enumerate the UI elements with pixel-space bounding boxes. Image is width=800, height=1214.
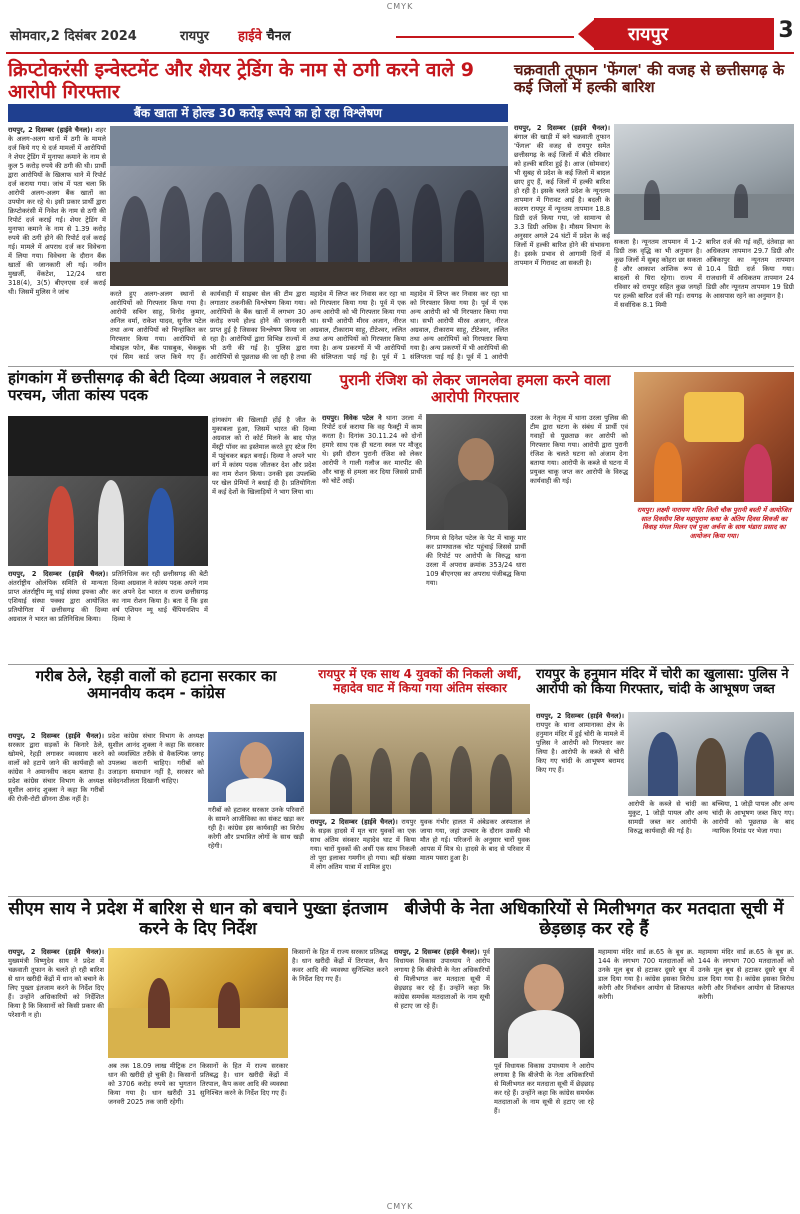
section-divider: [8, 366, 794, 367]
story5-column-2: प्रदेश कांग्रेस संचार विभाग के अध्यक्ष सुशील आनंद शुक्ला ने कहा कि सरकार को व्यवस्थित तरीके से वैकल्पिक जगह उपलब्ध करानी चाहिए। गरीबों को उजाड़ना समाधान नहीं है, सरकार को संवेदनशीलता दिखानी चाहिए।: [108, 732, 204, 785]
photo-face: [458, 438, 494, 482]
story7-column-1: [536, 712, 624, 892]
story9-headline: बीजेपी के नेता अधिकारियों से मिलीभगत कर मतदाता सूची में छेड़छाड़ कर रहे हैं: [404, 899, 784, 939]
story8-photo: [108, 948, 288, 1058]
story3-headline: हांगकांग में छत्तीसगढ़ की बेटी दिव्या अग्रवाल ने लहराया परचम, जीता कांस्य पदक: [8, 369, 312, 405]
story1-dateline: रायपुर, 2 दिसम्बर (हाईवे चैनल)।: [8, 126, 93, 134]
page-number: 3: [778, 18, 794, 43]
photo-foreground: [110, 262, 508, 286]
story9-column-2: पूर्व विधायक विकास उपाध्याय ने आरोप लगाया है कि बीजेपी के नेता अधिकारियों से मिलीभगत कर मतदाता सूची में छेड़छाड़ कर रहे हैं। उन्होंने कहा कि कांग्रेस समर्थक मतदाताओं के नाम सूची से हटाए जा रहे हैं।: [494, 1062, 594, 1115]
portrait-figure: [226, 778, 286, 802]
photo-road: [614, 194, 794, 234]
masthead-date: सोमवार,2 दिसंबर 2024: [10, 29, 137, 44]
story4-column-3: उरला के नेतृत्व में थाना उरला पुलिस की टीम द्वारा घटना के संबंध में प्रार्थी एवं गवाहों से पूछताछ कर आरोपी को गिरफ्तार किया गया। आरोपी द्वारा पुरानी रंजिश के चलते घटना को अंजाम देना बताया गया। आरोपी के कब्जे से घटना में प्रयुक्त चाकू जप्त कर आरोपी के विरुद्ध कार्यवाही की गई।: [530, 414, 628, 485]
print-registration-mark: CMYK: [386, 2, 414, 11]
story6-column-1: [310, 818, 416, 892]
photo-figure: [218, 982, 240, 1028]
brand-part-b: चैनल: [266, 29, 291, 44]
story8-headline: सीएम साय ने प्रदेश में बारिश से धान को बचाने पुख्ता इंतजाम करने के दिए निर्देश: [8, 899, 388, 939]
story1-subhead: बैंक खाता में होल्ड 30 करोड़ रूपये का हो रहा विश्लेषण: [8, 104, 508, 122]
section-label: रायपुर: [594, 18, 774, 50]
portrait-face: [524, 964, 564, 1012]
masthead-brand: [238, 26, 291, 44]
story3-column-1: [8, 570, 108, 660]
story8-column-3: किसानों के हित में राज्य सरकार प्रतिबद्ध है। धान खरीदी केंद्रों में तिरपाल, कैप कवर आदि की व्यवस्था सुनिश्चित करने के निर्देश दिए गए हैं।: [200, 1062, 288, 1097]
photo-figure: [148, 978, 170, 1028]
photo-paddy-heap: [108, 1008, 288, 1058]
story1-column-1: [8, 126, 106, 362]
masthead-city: रायपुर: [180, 29, 209, 44]
story7-column-3: बच्चिया, 1 जोड़ी पायल और अन्य चांदी के आभूषण जब्त किए गए। आरोपी को पूछताछ के बाद न्यायिक रिमांड पर भेजा गया।: [712, 800, 794, 835]
temple-event-photo: [634, 372, 794, 502]
brand-part-a: हाईवे: [238, 29, 262, 44]
story9-column-4: महामाया मंदिर वार्ड क्र.65 के बूथ क्र. 144 के लगभग 700 मतदाताओं को उनके मूल बूथ से हटाकर दूसरे बूथ में डाल दिया गया है। कांग्रेस इसका विरोध करेगी और निर्वाचन आयोग से शिकायत करेगी।: [698, 948, 794, 1001]
story2-photo: [614, 124, 794, 234]
story6-photo: [310, 704, 530, 814]
story8-text-1: मुख्यमंत्री विष्णुदेव साय ने प्रदेश में चक्रवाती तूफान के चलते हो रही बारिश से धान खरीदी केंद्रों में धान को बचाने के लिए पुख्ता इंतजाम करने के निर्देश दिए हैं। उन्होंने अधिकारियों को निर्देशित किया है कि किसानों को किसी प्रकार की परेशानी न हो।: [8, 957, 104, 1019]
photo-figure: [644, 180, 660, 220]
story5-headline: गरीब ठेले, रेहड़ी वालों को हटाना सरकार का अमानवीय कदम - कांग्रेस: [35, 667, 277, 703]
story9-text-1: पूर्व विधायक विकास उपाध्याय ने आरोप लगाया है कि बीजेपी के नेता अधिकारियों से मिलीभगत कर मतदाता सूची में छेड़छाड़ कर रहे हैं। उन्होंने कहा कि कांग्रेस समर्थक मतदाताओं के नाम सूची से हटाए जा रहे हैं।: [394, 948, 490, 1010]
story7-text-1: रायपुर के थाना आमानाका क्षेत्र के हनुमान मंदिर में हुई चोरी के मामले में पुलिस ने आरोपी को गिरफ्तार कर लिया है। आरोपी के कब्जे से चोरी किए गए चांदी के आभूषण बरामद किए गए हैं।: [536, 721, 624, 774]
photo-figure: [410, 752, 432, 814]
story6-text-1: रायपुर के सड़क हादसे में मृत चार युवकों का एक साथ अंतिम संस्कार महादेव घाट में किया गया। चारों युवकों की अर्थी एक साथ निकली तो पूरा इलाका गमगीन हो गया। बड़ी संख्या में लोग अंतिम यात्रा में शामिल हुए।: [310, 818, 416, 871]
story2-column-2: सकता है। न्यूनतम तापमान में 1-2 डिग्री तक वृद्धि का भी अनुमान है। कुछ जिलों में सुबह कोहरा छा सकता है और आकाश आंशिक रूप से बादलों से घिरा रहेगा। राज्य में रविवार को रायपुर सहित कुछ जगहों पर हल्की बारिश दर्ज की गई। रायगढ़ में सर्वाधिक 8.1 मिमी: [614, 238, 702, 309]
story9-column-1: [394, 948, 490, 1202]
story9-portrait: [494, 948, 594, 1058]
story8-column-2: अब तक 18.09 लाख मीट्रिक टन धान की खरीदी हो चुकी है। किसानों को 3706 करोड़ रुपये का भुगतान किया गया है। धान खरीदी 31 जनवरी 2025 तक जारी रहेगी।: [108, 1062, 196, 1106]
portrait-figure: [508, 1010, 580, 1058]
story1-column-4: महादेव में लिप्त कर निवास कर रहा था को गिरफ्तार किया गया है। पूर्व में एक अन्य आरोपी को भी गिरफ्तार किया गया था। सभी आरोपी मीरव अजान, नीरज अग्रवाल, टीकाराम साहू, टीटेश्वर, ललित तथा अन्य आरोपियों को गिरफ्तार किया गया है। अन्य प्रकरणों में भी आरोपियों की संलिप्तता पाई गई है। पूर्व में 1: [310, 290, 406, 361]
photo-backdrop: [110, 126, 508, 166]
photo-figure: [330, 754, 352, 814]
story4-dateline: रायपुर। विवेक पटेल ने: [322, 414, 382, 422]
story1-photo: [110, 126, 508, 286]
story1-column-2: करते हुए अलग-अलग स्थानों से आरोपियों को गिरफ्तार किया गया है। आरोपी सचिन साहू, विनोद कुमार, अनिल वर्मा, राकेश यादव, सुनील पटेल तथा अन्य आरोपियों को चिन्हांकित कर गिरफ्तार किया गया। आरोपियों से मोबाइल फोन, बैंक पासबुक, चेकबुक एवं सिम कार्ड जप्त किये गए हैं।: [110, 290, 206, 361]
portrait-face: [240, 742, 272, 780]
story8-column-4: किसानों के हित में राज्य सरकार प्रतिबद्ध है। धान खरीदी केंद्रों में तिरपाल, कैप कवर आदि की व्यवस्था सुनिश्चित करने के निर्देश दिए गए हैं।: [292, 948, 388, 983]
story7-column-2: आरोपी के कब्जे से चांदी का मुकुट, 1 जोड़ी पायल और अन्य सामग्री जब्त कर आरोपी के विरुद्ध कार्यवाही की गई है।: [628, 800, 708, 835]
photo-figure: [370, 748, 392, 814]
photo-figure: [654, 442, 682, 502]
story6-headline: रायपुर में एक साथ 4 युवकों की निकली अर्थी, महादेव घाट में किया गया अंतिम संस्कार: [318, 667, 522, 695]
photo-figure: [648, 732, 678, 796]
photo-figure: [490, 754, 512, 814]
story3-dateline: रायपुर, 2 दिसम्बर (हाईवे चैनल)।: [8, 570, 108, 578]
masthead-rule: [396, 36, 574, 38]
story3-column-2: प्रतिनिधित्व कर रही छत्तीसगढ़ की बेटी दिव्या अग्रवाल ने कांस्य पदक अपने नाम कर अपने देश भारत व राज्य छत्तीसगढ़ का नाम रोशन किया है। बता दें कि इस वर्ष एशियन म्यू थाई चैंपियनशिप में दिव्या ने: [112, 570, 208, 623]
story2-column-3: बारिश दर्ज की गई वहीं, दंतेवाड़ा का अधिकतम तापमान 29.7 डिग्री और अंबिकापुर का न्यूनतम तापमान 10.4 डिग्री दर्ज किया गया। राजधानी में अधिकतम तापमान 24 डिग्री और न्यूनतम तापमान 19 डिग्री के आसपास रहने का अनुमान है।: [706, 238, 794, 300]
story2-dateline: रायपुर, 2 दिसम्बर (हाईवे चैनल)।: [514, 124, 610, 132]
story7-dateline: रायपुर, 2 दिसम्बर (हाईवे चैनल)।: [536, 712, 624, 720]
story4-column-1: [322, 414, 422, 524]
story4-headline: पुरानी रंजिश को लेकर जानलेवा हमला करने वाला आरोपी गिरफ्तार: [339, 371, 611, 407]
story1-text-1: शहर के अलग-अलग थानों में ठगी के मामले दर्ज किये गए थे दर्ज मामलों में आरोपियों ने शेयर ट्रेडिंग में मुनाफा कमाने के नाम से कुल 5 करोड़ रुपये की ठगी की थी। प्रार्थी द्वारा आरोपियों के खिलाफ थाने में रिपोर्ट दर्ज कराया गया। जांच में पता चला कि आरोपी अलग-अलग बैंक खातों का उपयोग कर रहे थे। इसी प्रकार प्रार्थी द्वारा क्रिप्टोकरंसी में निवेश के नाम से ठगी की रिपोर्ट दर्ज कराई गई। शेयर ट्रेडिंग में मुनाफा कमाने के नाम से 1.39 करोड़ रुपये की ठगी होने की रिपोर्ट दर्ज कराई गई। मामले में अपराध दर्ज कर विवेचना में लिया गया। विवेचना के दौरान बैंक खातों की जानकारी ली गई। नवीन मुखर्जी, वेंकटेश, 12/24 धारा 318(4), 3(5) बीएनएस दर्ज कराई थी। जिसमें मुलिस ने जांच: [8, 126, 106, 296]
story5-column-3: गरीबों को हटाकर सरकार उनके परिवारों के सामने आजीविका का संकट खड़ा कर रही है। कांग्रेस इस कार्यवाही का विरोध करेगी और प्रभावित लोगों के साथ खड़ी रहेगी।: [208, 806, 304, 850]
print-registration-mark-bottom: CMYK: [386, 1202, 414, 1211]
photo-figure: [744, 444, 772, 502]
masthead: [6, 14, 794, 54]
photo-figure: [444, 480, 508, 530]
story5-dateline: रायपुर, 2 दिसम्बर (हाईवे चैनल)।: [8, 732, 104, 740]
photo-figure: [450, 746, 472, 814]
photo-figure: [98, 480, 124, 566]
story5-portrait: [208, 732, 304, 802]
story9-column-3: महामाया मंदिर वार्ड क्र.65 के बूथ क्र. 144 के लगभग 700 मतदाताओं को उनके मूल बूथ से हटाकर दूसरे बूथ में डाल दिया गया है। कांग्रेस इसका विरोध करेगी और निर्वाचन आयोग से शिकायत करेगी।: [598, 948, 694, 1001]
story8-column-1: [8, 948, 104, 1202]
photo-figure: [734, 184, 748, 218]
story4-column-2: निगम से दिनेश पटेल के पेट में चाकू मार कर प्राणघातक चोट पहुंचाई जिससे प्रार्थी की रिपोर्ट पर आरोपी के विरुद्ध थाना उरला में अपराध क्रमांक 353/24 धारा 109 बीएनएस का अपराध पंजीबद्ध किया गया।: [426, 534, 526, 587]
story3-photo: [8, 416, 208, 566]
section-divider: [8, 896, 794, 897]
story7-headline: रायपुर के हनुमान मंदिर में चोरी का खुलासा: पुलिस ने आरोपी को किया गिरफ्तार, चांदी के आभूषण जब्त: [536, 667, 789, 697]
story2-headline: चक्रवाती तूफान 'फेंगल' की वजह से छत्तीसगढ़ के कई जिलों में हल्की बारिश: [514, 61, 785, 97]
story5-text-1: सरकार द्वारा सड़कों के किनारे ठेले, खोमचे, रेहड़ी लगाकर व्यवसाय करने वालों को हटाये जाने की कार्यवाही को कांग्रेस ने अमानवीय कदम बताया है। प्रदेश कांग्रेस संचार विभाग के अध्यक्ष सुशील आनंद शुक्ला ने कहा कि गरीबों की रोजी-रोटी छीनना ठीक नहीं है।: [8, 741, 104, 803]
story4-photo: [426, 414, 526, 530]
story8-dateline: रायपुर, 2 दिसम्बर (हाईवे चैनल)।: [8, 948, 104, 956]
story1-column-3: कार्यवाही में साइबर सेल की टीम द्वारा लगातार तकनीकी विश्लेषण किया गया। आरोपियों के बैंक खातों में लगभग 30 करोड़ रुपये होल्ड होने की जानकारी प्राप्त हुई है जिसका विश्लेषण किया जा रहा है। आरोपियों द्वारा विभिन्न राज्यों में भी ठगी की गई है। पुलिस द्वारा आरोपियों से पूछताछ की जा रही है तथा: [210, 290, 306, 361]
story5-column-1: [8, 732, 104, 892]
story4-text-1: थाना उरला में रिपोर्ट दर्ज कराया कि वह फैक्ट्री में काम करता है। दिनांक 30.11.24 को दोनों हमारे साथ एक ही घटना स्थल पर मौजूद थे। इसी दौरान पुरानी रंजिश को लेकर आरोपी ने गाली गलौज कर मारपीट की और चाकू से हमला कर दिया जिससे प्रार्थी को चोटें आई।: [322, 414, 422, 485]
photo-altar: [684, 392, 744, 442]
photo-figure: [148, 488, 174, 566]
photo-figure: [48, 486, 74, 566]
story3-column-right: हांगकांग की खिलाड़ी होंई है जीत के मुकाबला हुआ, जिसमें भारत की दिव्या अग्रवाल को रो कोर्ट मिलने के बाद पोज़ मेंस्ट्री पॉवर का इस्तेमाल करते हुए स्टेज रिंग में पहुंचकर बढ़त बनाई। दिव्या ने अपने भार वर्ग में कांस्य पदक जीतकर देश और प्रदेश का नाम रोशन किया। उनकी इस उपलब्धि पर खेल प्रेमियों ने बधाई दी है। प्रतियोगिता में कई देशों के खिलाड़ियों ने भाग लिया था।: [212, 416, 316, 496]
story2-text-1: बंगाल की खाड़ी में बने चक्रवाती तूफान 'फेंगल' की वजह से रायपुर समेत छत्तीसगढ़ के कई जिलों में बीते रविवार को हल्की बारिश हुई है। आज (सोमवार) भी सुबह से प्रदेश के कई जिलों में बादल छाए हुए हैं, कई जिलों में हल्की बारिश हो रही है। इसके चलते प्रदेश के न्यूनतम तापमान में गिरावट आई है। बदली के कारण रायपुर में न्यूनतम तापमान 18.8 डिग्री दर्ज किया गया, जो सामान्य से 3.3 डिग्री अधिक है। मौसम विभाग के अनुसार अगले 24 घंटों में प्रदेश के कई जिलों में हल्की बारिश होने की संभावना है। इसके प्रभाव से आगामी दिनों में तापमान में गिरावट आ सकती है।: [514, 133, 610, 267]
story6-column-2: युवक गंभीर हालत में अंबेडकर अस्पताल ले जाया गया, जहां उपचार के दौरान उसकी भी मौत हो गई। परिजनों के अनुसार चारों युवक आपस में मित्र थे। हादसे के बाद से परिवार में मातम पसरा हुआ है।: [420, 818, 530, 862]
temple-photo-caption: रायपुर। लक्ष्मी नारायण मंदिर लिली चौक पुरानी बस्ती में आयोजित सात दिवसीय शिव महापुराण कथा के अंतिम दिवस शिवजी का विवाह मंगल मिलन एवं पूजा अर्चना के साथ भंडारा प्रसाद का आयोजन किया गया।: [636, 506, 792, 540]
section-divider: [8, 664, 794, 665]
story1-column-5: महादेव में लिप्त कर निवास कर रहा था को गिरफ्तार किया गया है। पूर्व में एक अन्य आरोपी को भी गिरफ्तार किया गया था। सभी आरोपी मीरव अजान, नीरज अग्रवाल, टीकाराम साहू, टीटेश्वर, ललित तथा अन्य आरोपियों को गिरफ्तार किया गया है। अन्य प्रकरणों में भी आरोपियों की संलिप्तता पाई गई है। पूर्व में 1 आरोपी: [410, 290, 508, 361]
photo-figure: [696, 738, 726, 796]
photo-banner: [8, 416, 208, 476]
story1-headline: क्रिप्टोकरंसी इन्वेस्टमेंट और शेयर ट्रेडिंग के नाम से ठगी करने वाले 9 आरोपी गिरफ्तार: [8, 59, 475, 103]
photo-figure: [744, 732, 774, 796]
story2-column-1: [514, 124, 610, 294]
story6-dateline: रायपुर, 2 दिसम्बर (हाईवे चैनल)।: [310, 818, 398, 826]
story3-text-1: अंतर्राष्ट्रीय ओलंपिक समिति से मान्यता प्राप्त अंतर्राष्ट्रीय म्यू थाई संस्था इफ्का और एशियाई संस्था फ्क्का द्वारा आयोजित प्रतियोगिता में छत्तीसगढ़ की दिव्या अग्रवाल ने भारत का प्रतिनिधित्व किया।: [8, 579, 108, 623]
story7-photo: [628, 712, 794, 796]
story9-dateline: रायपुर, 2 दिसम्बर (हाईवे चैनल)।: [394, 948, 480, 956]
